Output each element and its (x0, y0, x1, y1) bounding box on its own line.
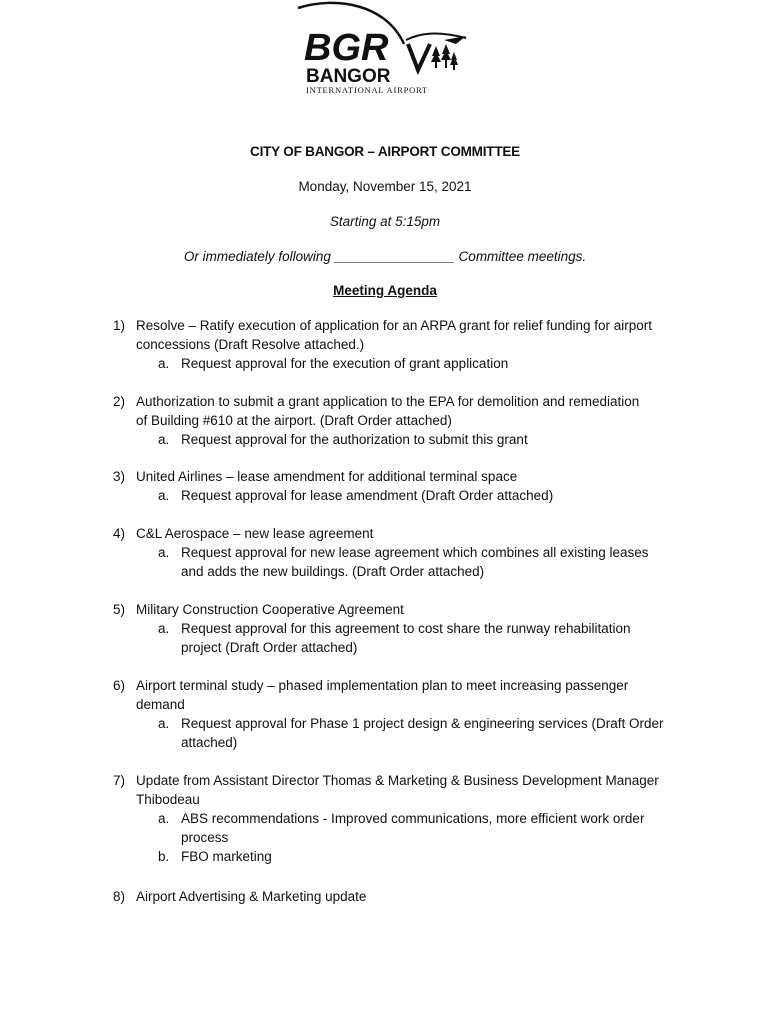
agenda-item-line: Airport Advertising & Marketing update (136, 889, 367, 904)
agenda-item-line: C&L Aerospace – new lease agreement (136, 526, 374, 541)
agenda-item-text (136, 676, 676, 714)
agenda-item-text (136, 887, 676, 906)
agenda-subitem-text (181, 543, 681, 581)
airport-logo-icon (296, 0, 476, 98)
agenda-subitem-line: Request approval for the authorization to submit this grant (181, 432, 528, 447)
agenda-item-number: 7) (113, 773, 126, 788)
agenda-subitem-line: project (Draft Order attached) (181, 640, 358, 655)
start-time: Starting at 5:15pm (329, 214, 441, 229)
agenda-item-text (136, 524, 676, 543)
agenda-subitem-letter: a. (158, 811, 170, 826)
agenda-item-number: 5) (113, 602, 126, 617)
logo-tagline: INTERNATIONAL AIRPORT (306, 85, 428, 95)
agenda-subitem-line: Request approval for lease amendment (Draft Order attached) (181, 488, 554, 503)
agenda-subitem-letter: a. (158, 716, 170, 731)
agenda-item-text (136, 600, 676, 619)
plane-icon (444, 36, 466, 44)
pine-trees-icon (431, 44, 458, 70)
agenda-item-number: 6) (113, 678, 126, 693)
agenda-subitem-letter: a. (158, 356, 170, 371)
agenda-item-number: 8) (113, 889, 126, 904)
agenda-item-line: Resolve – Ratify execution of application for an ARPA grant for relief funding for airport (136, 318, 653, 333)
agenda-subitem-letter: b. (158, 849, 170, 864)
meeting-date: Monday, November 15, 2021 (298, 179, 472, 194)
agenda-item-text (136, 316, 676, 354)
agenda-subitem-text (181, 430, 681, 449)
agenda-item-number: 1) (113, 318, 126, 333)
agenda-item-line: Update from Assistant Director Thomas & Marketing & Business Development Manager (136, 773, 659, 788)
agenda-item-line: of Building #610 at the airport. (Draft Order attached) (136, 413, 452, 428)
following-note: Or immediately following ________________ Committee meetings. (183, 249, 587, 264)
agenda-subitem-text (181, 354, 681, 373)
agenda-item-line: Military Construction Cooperative Agreement (136, 602, 404, 617)
agenda-subitem-letter: a. (158, 488, 170, 503)
agenda-item-number: 2) (113, 394, 126, 409)
agenda-subitem-text (181, 486, 681, 505)
agenda-subitem-text (181, 847, 681, 866)
agenda-subitem-line: Request approval for the execution of grant application (181, 356, 509, 371)
agenda-item-line: demand (136, 697, 185, 712)
agenda-item-number: 3) (113, 469, 126, 484)
agenda-subitem-letter: a. (158, 432, 170, 447)
logo-name: BANGOR (306, 66, 391, 87)
agenda-subitem-text (181, 714, 681, 752)
page-title: CITY OF BANGOR – AIRPORT COMMITTEE (250, 144, 520, 159)
agenda-item-text (136, 392, 676, 430)
agenda-item-number: 4) (113, 526, 126, 541)
agenda-item-line: concessions (Draft Resolve attached.) (136, 337, 365, 352)
agenda-subitem-line: attached) (181, 735, 238, 750)
agenda-heading: Meeting Agenda (333, 283, 437, 298)
agenda-item-line: Airport terminal study – phased implementation plan to meet increasing passenger (136, 678, 629, 693)
agenda-item-text (136, 771, 676, 809)
agenda-item-text (136, 467, 676, 486)
agenda-subitem-line: FBO marketing (181, 849, 272, 864)
agenda-subitem-line: process (181, 830, 229, 845)
logo-mark: BGR (304, 27, 389, 69)
agenda-subitem-line: Request approval for new lease agreement which combines all existing leases (181, 545, 649, 560)
agenda-item-line: Thibodeau (136, 792, 200, 807)
agenda-subitem-letter: a. (158, 545, 170, 560)
agenda-item-line: Authorization to submit a grant application to the EPA for demolition and remediation (136, 394, 640, 409)
agenda-subitem-line: and adds the new buildings. (Draft Order attached) (181, 564, 485, 579)
agenda-item-line: United Airlines – lease amendment for additional terminal space (136, 469, 518, 484)
agenda-subitem-text (181, 809, 681, 847)
airport-logo (296, 0, 476, 98)
agenda-subitem-line: ABS recommendations - Improved communications, more efficient work order (181, 811, 645, 826)
agenda-subitem-line: Request approval for this agreement to cost share the runway rehabilitation (181, 621, 631, 636)
agenda-subitem-letter: a. (158, 621, 170, 636)
agenda-subitem-text (181, 619, 681, 657)
logo-check-mark (408, 44, 430, 70)
agenda-subitem-line: Request approval for Phase 1 project design & engineering services (Draft Order (181, 716, 664, 731)
